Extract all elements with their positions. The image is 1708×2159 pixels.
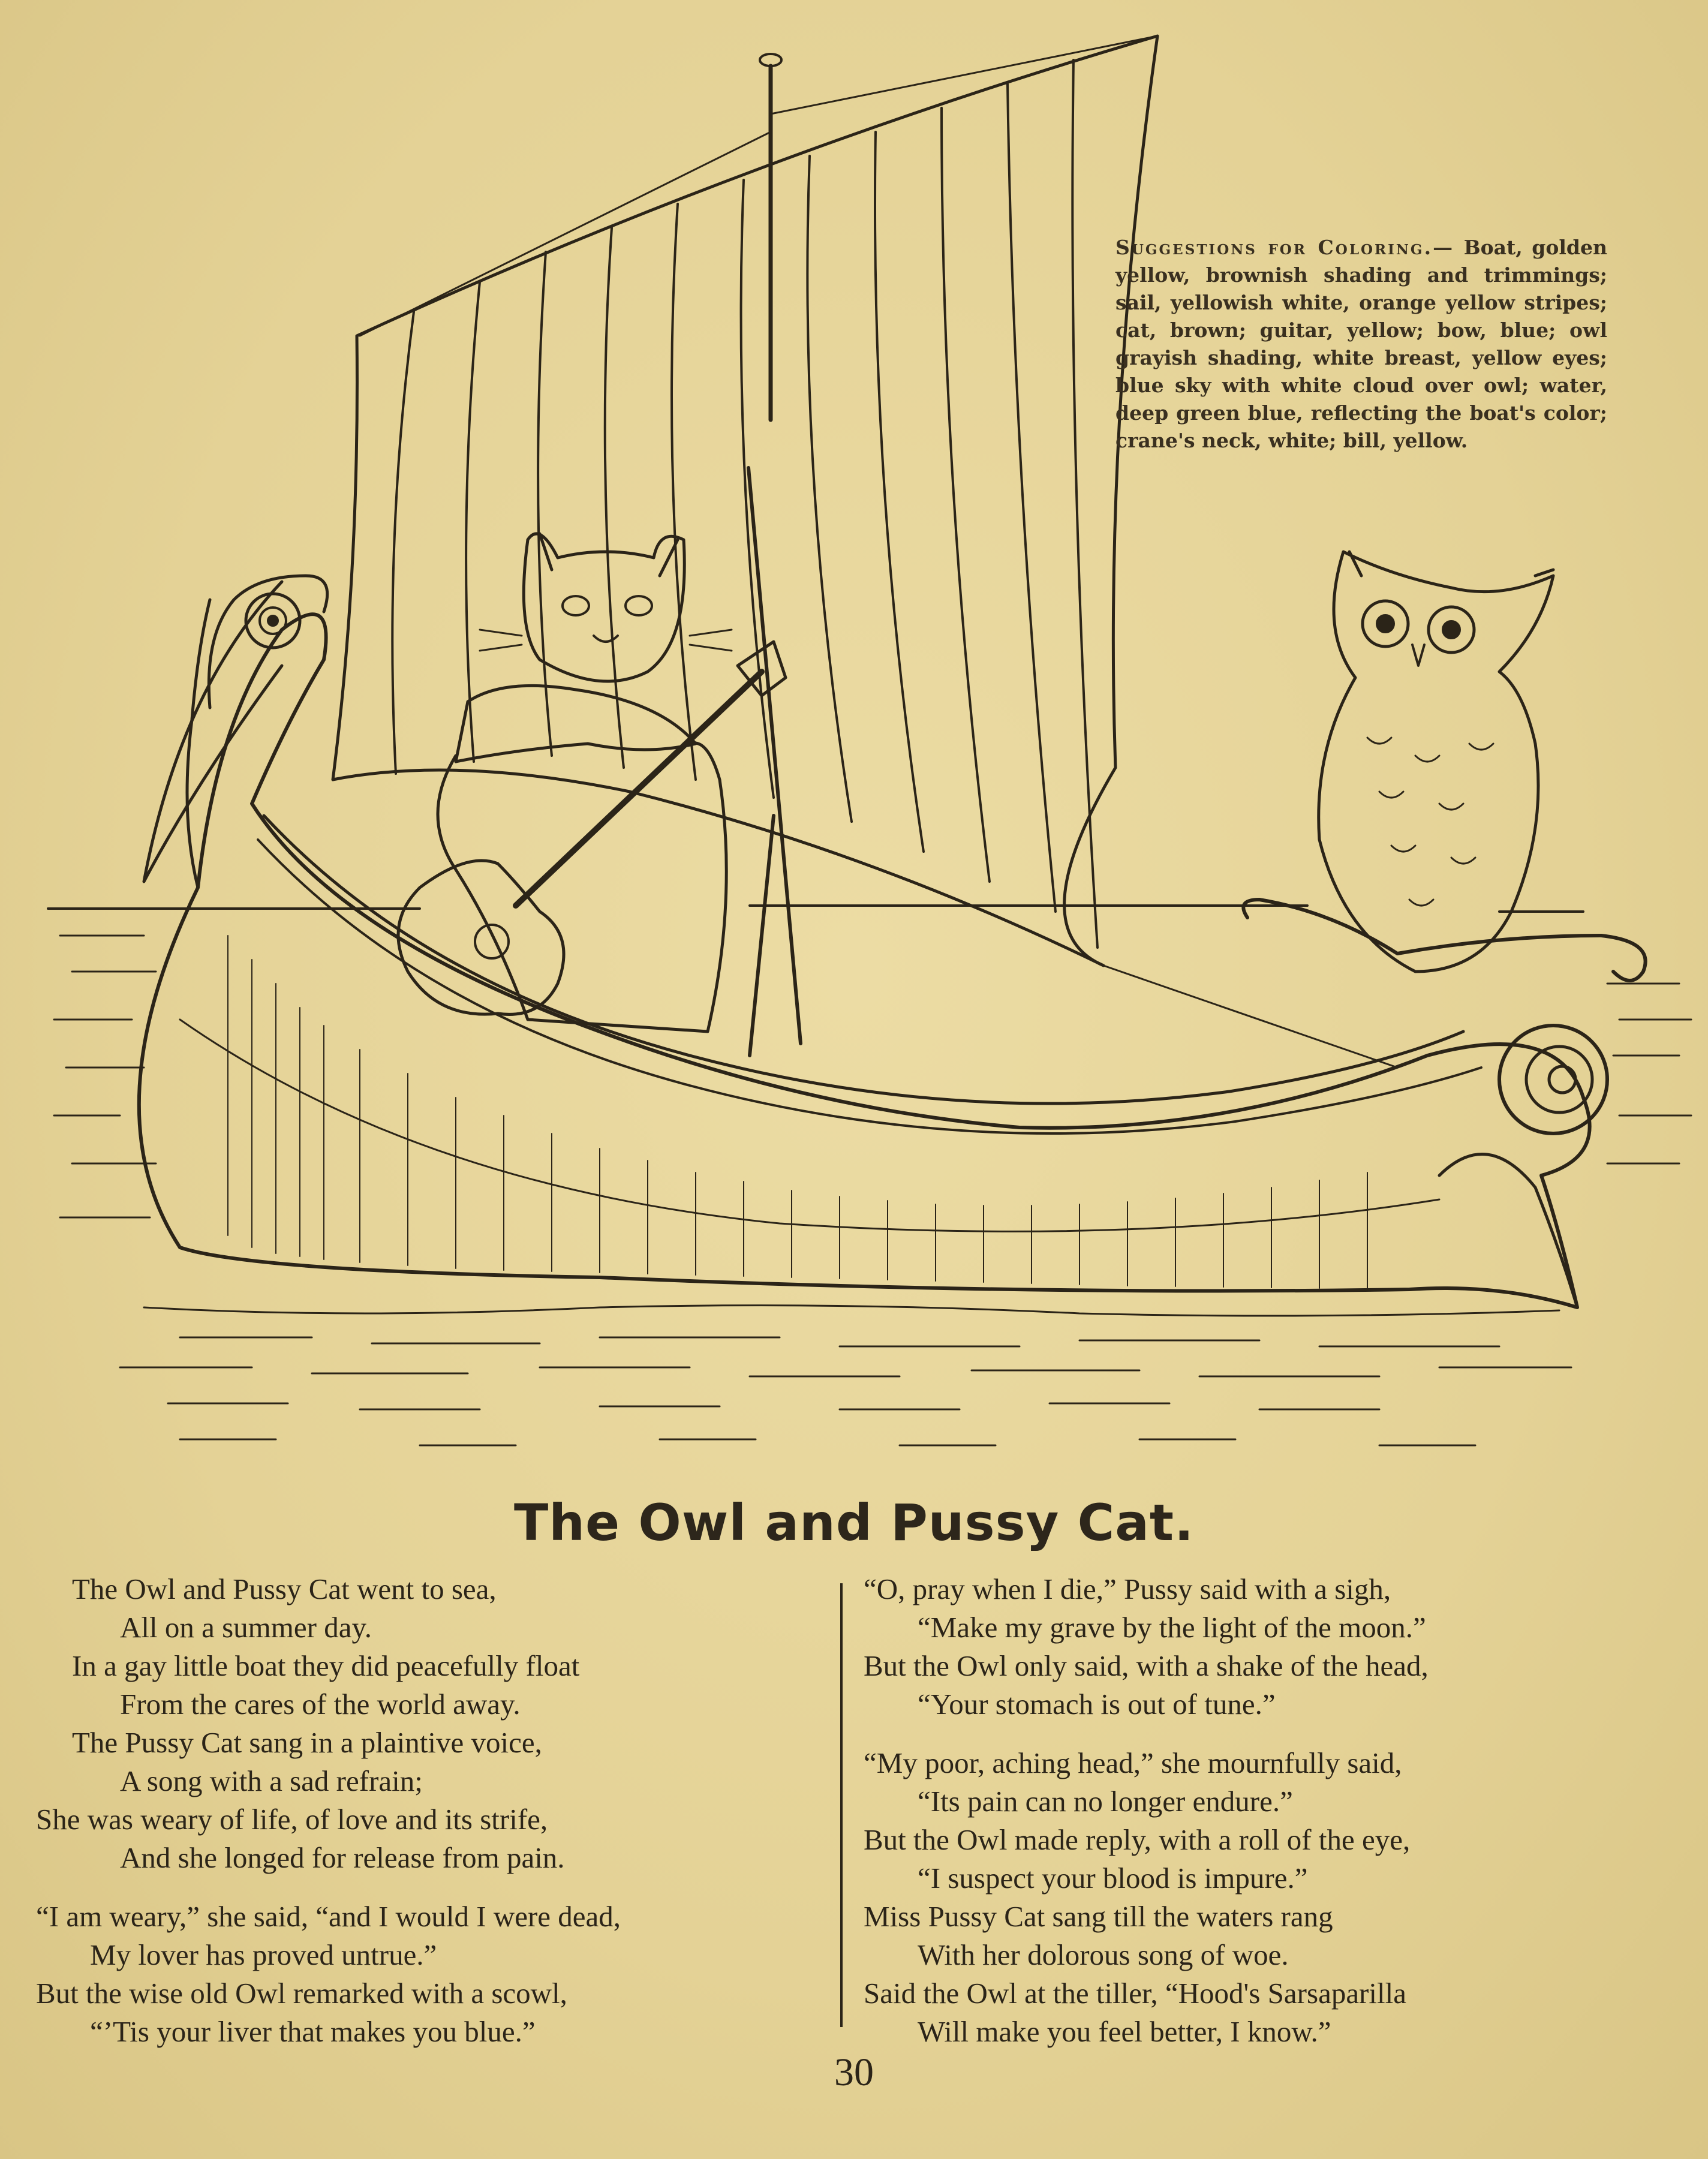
- column-divider: [840, 1583, 843, 2027]
- poem-line: And she longed for release from pain.: [120, 1841, 565, 1874]
- poem-line: “O, pray when I die,” Pussy said with a sigh,: [864, 1572, 1391, 1605]
- sail: [333, 36, 1157, 966]
- poem-line: “Its pain can no longer endure.”: [918, 1785, 1293, 1818]
- cat-with-guitar: [398, 534, 786, 1032]
- poem-line: My lover has proved untrue.”: [90, 1938, 437, 1971]
- poem-line: Said the Owl at the tiller, “Hood's Sarsaparilla: [864, 1977, 1406, 2010]
- stanza-gap: [864, 1724, 1679, 1744]
- page-number: 30: [834, 2050, 874, 2094]
- horizon-lines: [48, 906, 1583, 912]
- poem-line: She was weary of life, of love and its strife,: [36, 1803, 548, 1836]
- poem-line: “My poor, aching head,” she mournfully said,: [864, 1746, 1402, 1779]
- poem-title: The Owl and Pussy Cat.: [514, 1493, 1194, 1552]
- poem-line: From the cares of the world away.: [120, 1688, 521, 1721]
- stanza-gap: [36, 1877, 822, 1898]
- poem-line: “’Tis your liver that makes you blue.”: [90, 2015, 536, 2048]
- poem-line: “I am weary,” she said, “and I would I were dead,: [36, 1900, 621, 1933]
- poem-line: But the Owl only said, with a shake of the head,: [864, 1649, 1429, 1682]
- poem-line: “I suspect your blood is impure.”: [918, 1862, 1308, 1895]
- poem-left-column: [36, 1570, 822, 2051]
- poem-line: Will make you feel better, I know.”: [918, 2015, 1331, 2048]
- poem-line: But the wise old Owl remarked with a scowl,: [36, 1977, 567, 2010]
- poem-line: With her dolorous song of woe.: [918, 1938, 1289, 1971]
- poem-line: All on a summer day.: [120, 1611, 372, 1644]
- owl-on-tiller: [1243, 552, 1645, 981]
- coloring-suggestions-heading: Suggestions for Coloring.—: [1115, 236, 1455, 259]
- poem-line: But the Owl made reply, with a roll of the eye,: [864, 1823, 1411, 1856]
- coloring-suggestions-text: Boat, golden yellow, brownish shading and trimmings; sail, yellowish white, orange yellow stripes; cat, brown; guitar, yellow; bow, blue; owl grayish shading, white breast, yellow eyes; blue sky with white cloud over owl; water, deep green blue, reflecting the boat's color; crane's neck, white; bill, yellow.: [1115, 236, 1607, 452]
- boat: [139, 614, 1607, 1307]
- coloring-suggestions: [1115, 234, 1607, 455]
- crane-figurehead: [144, 576, 327, 888]
- poem-line: The Owl and Pussy Cat went to sea,: [72, 1572, 497, 1605]
- poem-line: Miss Pussy Cat sang till the waters rang: [864, 1900, 1333, 1933]
- poem-right-column: [864, 1570, 1679, 2051]
- poem-line: A song with a sad refrain;: [120, 1764, 423, 1797]
- poem-line: “Make my grave by the light of the moon.”: [918, 1611, 1426, 1644]
- poem-line: In a gay little boat they did peacefully float: [72, 1649, 580, 1682]
- poem-line: The Pussy Cat sang in a plaintive voice,: [72, 1726, 542, 1759]
- poem-line: “Your stomach is out of tune.”: [918, 1688, 1276, 1721]
